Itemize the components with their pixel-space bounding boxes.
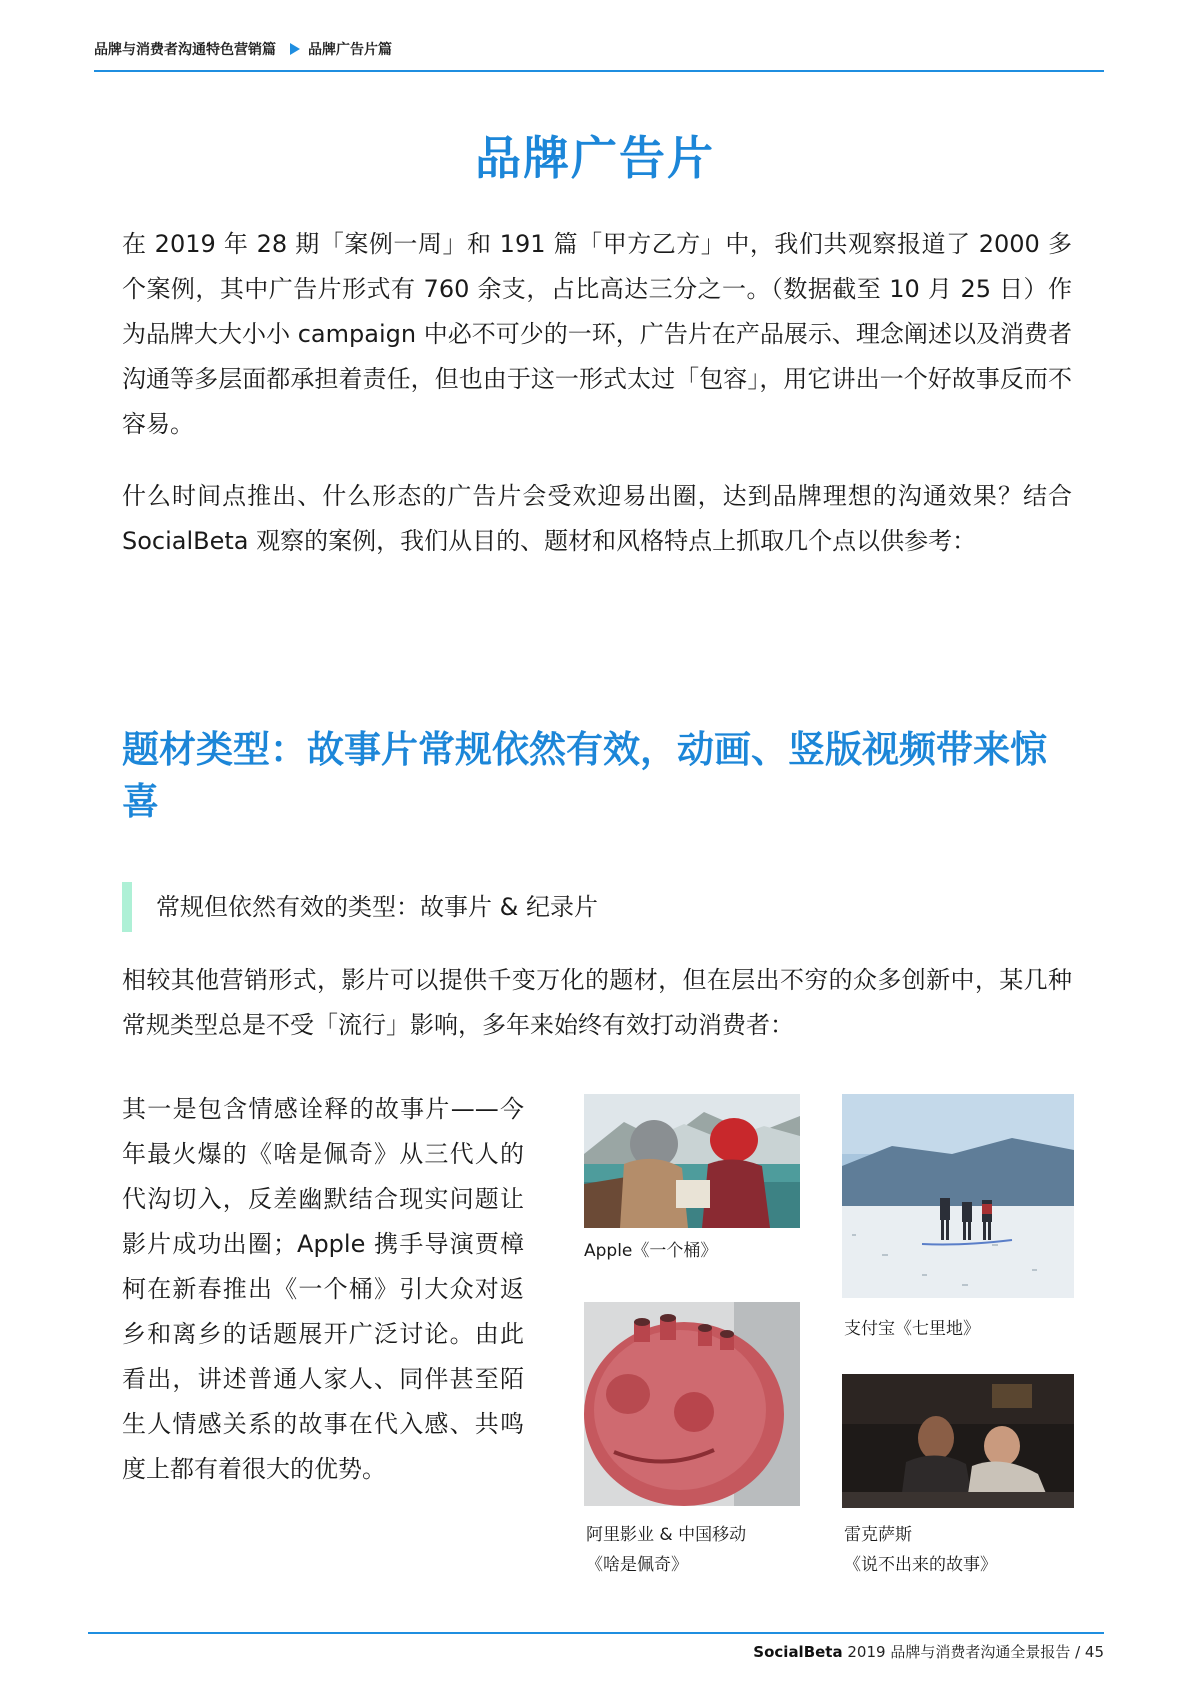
footer-text: 2019 品牌与消费者沟通全景报告 / 45 <box>842 1643 1104 1661</box>
body-paragraph: 其一是包含情感诠释的故事片——今年最火爆的《啥是佩奇》从三代人的代沟切入，反差幽默结合现实问题让影片成功出圈；Apple 携手导演贾樟柯在新春推出《一个桶》引大众对返乡和离乡的话题展开广泛讨论。由此看出，讲述普通人家人、同伴甚至陌生人情感关系的故事在代入感、共鸣度上都有着很大的优势。 <box>122 1095 524 1483</box>
apple-photo <box>584 1094 800 1228</box>
title-wrapper <box>0 126 1190 190</box>
breadcrumb <box>94 40 392 60</box>
lexus-caption-line1: 雷克萨斯 <box>844 1525 912 1545</box>
subheading: 常规但依然有效的类型：故事片 & 纪录片 <box>122 882 598 932</box>
intro-paragraph-2: 什么时间点推出、什么形态的广告片会受欢迎易出圈，达到品牌理想的沟通效果？结合 SocialBeta 观察的案例，我们从目的、题材和风格特点上抓取几个点以供参考： <box>122 482 1072 555</box>
lexus-photo-image <box>842 1374 1074 1508</box>
apple-photo-image <box>584 1094 800 1228</box>
breadcrumb-section: 品牌与消费者沟通特色营销篇 <box>94 42 276 58</box>
page-header <box>94 40 1104 72</box>
lexus-photo <box>842 1374 1074 1508</box>
page-title <box>457 126 733 190</box>
lexus-caption-line2: 《说不出来的故事》 <box>844 1555 997 1575</box>
peppa-photo <box>584 1302 800 1506</box>
peppa-photo-image <box>584 1302 800 1506</box>
alipay-photo-image <box>842 1094 1074 1298</box>
apple-caption: Apple《一个桶》 <box>584 1241 718 1261</box>
footer-brand: SocialBeta <box>753 1643 843 1661</box>
intro-paragraph-1: 在 2019 年 28 期「案例一周」和 191 篇「甲方乙方」中，我们共观察报道了 2000 多个案例，其中广告片形式有 760 余支，占比高达三分之一。（数据截至 10 月 25 日）作为品牌大大小小 campaign 中必不可少的一环，广告片在产品展示、理念阐述以及消费者沟通等多层面都承担着责任，但也由于这一形式太过「包容」，用它讲出一个好故事反而不容易。 <box>122 230 1072 438</box>
page-title-text: 品牌广告片 <box>475 131 715 185</box>
peppa-caption-line2: 《啥是佩奇》 <box>586 1555 688 1575</box>
lead-paragraph: 相较其他营销形式，影片可以提供千变万化的题材，但在层出不穷的众多创新中，某几种常规类型总是不受「流行」影响，多年来始终有效打动消费者： <box>122 966 1072 1039</box>
breadcrumb-subsection: 品牌广告片篇 <box>308 42 392 58</box>
section-heading: 题材类型：故事片常规依然有效，动画、竖版视频带来惊喜 <box>122 728 1047 823</box>
alipay-caption: 支付宝《七里地》 <box>844 1319 980 1339</box>
triangle-right-icon <box>290 43 300 55</box>
page-footer <box>753 1640 1104 1664</box>
peppa-caption-line1: 阿里影业 & 中国移动 <box>586 1525 747 1545</box>
footer-divider <box>88 1632 1104 1634</box>
alipay-photo <box>842 1094 1074 1298</box>
